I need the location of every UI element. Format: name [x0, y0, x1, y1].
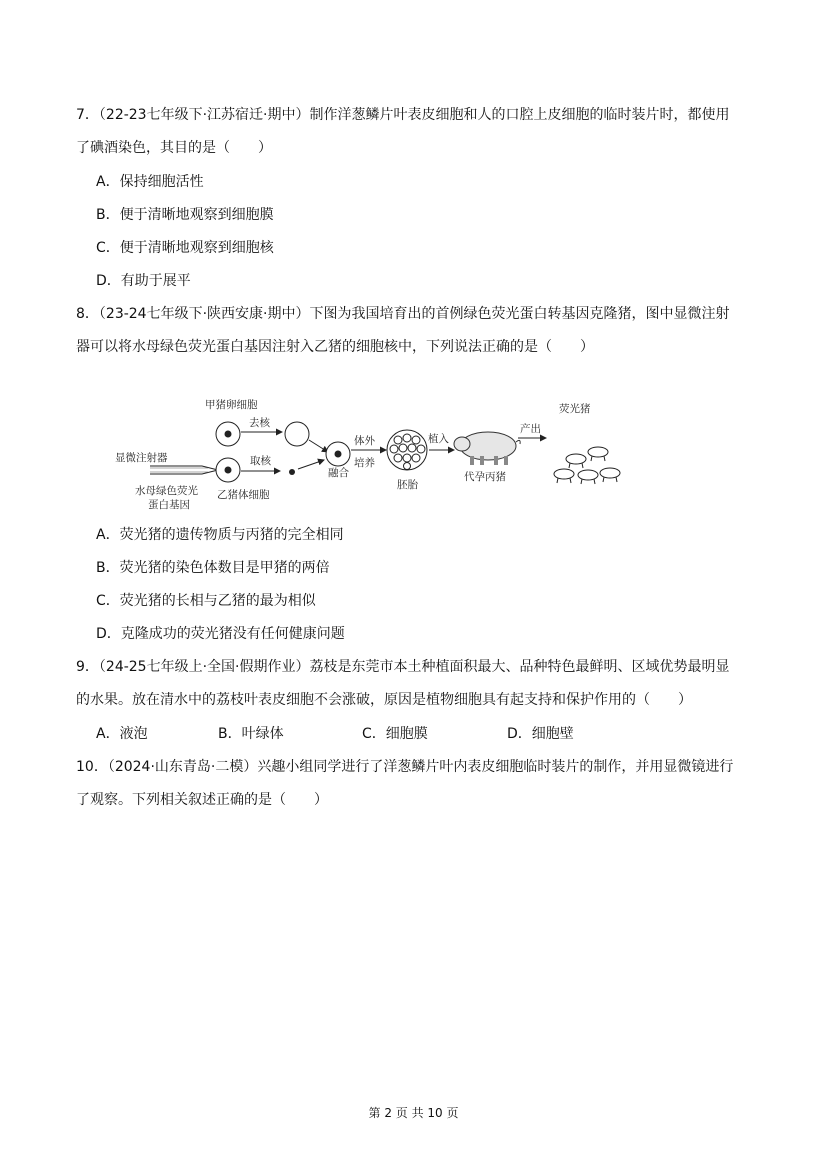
cloning-diagram: [110, 392, 630, 512]
cloning-diagram-svg: [110, 392, 630, 512]
label-fusion: 融合: [328, 467, 349, 479]
label-culture-line2: 培养: [354, 457, 375, 469]
surrogate-pig-icon: [454, 432, 520, 465]
enucleated-egg-circle: [285, 422, 309, 446]
body-nucleus-dot: [225, 467, 232, 474]
q10-stem-line2: 了观察。下列相关叙述正确的是（ ）: [76, 792, 328, 808]
label-produce: 产出: [520, 423, 541, 435]
q8-option-b: B．荧光猪的染色体数目是甲猪的两倍: [96, 560, 330, 576]
microinjector-needle: [150, 466, 218, 474]
q7-option-c: C．便于清晰地观察到细胞核: [96, 240, 274, 256]
label-gene-line2: 蛋白基因: [148, 499, 190, 511]
q7-stem-line2: 了碘酒染色，其目的是（ ）: [76, 140, 272, 156]
q8-option-a: A．荧光猪的遗传物质与丙猪的完全相同: [96, 527, 344, 543]
q8-option-d: D．克隆成功的荧光猪没有任何健康问题: [96, 626, 345, 642]
q9-stem-line1: 9．（24-25七年级上·全国·假期作业）荔枝是东莞市本土种植面积最大、品种特色最鲜明、区域优势最明显: [76, 659, 730, 675]
q9-option-c: C．细胞膜: [362, 726, 428, 742]
q7-option-b: B．便于清晰地观察到细胞膜: [96, 207, 274, 223]
fused-nucleus-dot: [335, 451, 342, 458]
label-body-cell: 乙猪体细胞: [217, 489, 270, 501]
label-gene-line1: 水母绿色荧光: [135, 485, 198, 497]
q7-option-d: D．有助于展平: [96, 273, 191, 289]
q8-stem-line2: 器可以将水母绿色荧光蛋白基因注射入乙猪的细胞核中，下列说法正确的是（ ）: [76, 339, 594, 355]
label-surrogate: 代孕丙猪: [464, 471, 506, 483]
q10-stem-line1: 10．（2024·山东青岛·二模）兴趣小组同学进行了洋葱鳞片叶内表皮细胞临时装片的制作，并用显微镜进行: [76, 759, 734, 775]
label-egg-cell: 甲猪卵细胞: [205, 399, 258, 411]
label-implant: 植入: [428, 433, 449, 445]
q9-option-d: D．细胞壁: [507, 726, 574, 742]
extracted-nucleus-dot: [289, 469, 295, 475]
embryo-cluster: [387, 430, 427, 470]
q7-stem-line1: 7．（22-23七年级下·江苏宿迁·期中）制作洋葱鳞片叶表皮细胞和人的口腔上皮细胞的临时装片时，都使用: [76, 107, 730, 123]
q9-option-a: A．液泡: [96, 726, 148, 742]
q9-stem-line2: 的水果。放在清水中的荔枝叶表皮细胞不会涨破，原因是植物细胞具有起支持和保护作用的（ ）: [76, 692, 692, 708]
q8-stem-line1: 8．（23-24七年级下·陕西安康·期中）下图为我国培育出的首例绿色荧光蛋白转基因克隆猪，图中显微注射: [76, 306, 730, 322]
fluorescent-piglets-icon: [554, 447, 620, 484]
arrow-egg-to-fusion: [309, 440, 328, 452]
label-culture-line1: 体外: [354, 435, 375, 447]
label-embryo: 胚胎: [397, 479, 418, 491]
q9-option-b: B．叶绿体: [218, 726, 284, 742]
label-take-nucleus: 取核: [250, 455, 271, 467]
label-microinjector: 显微注射器: [115, 452, 168, 464]
q8-option-c: C．荧光猪的长相与乙猪的最为相似: [96, 593, 316, 609]
label-remove-nucleus: 去核: [249, 417, 270, 429]
egg-nucleus-dot: [225, 431, 232, 438]
page-footer: 第 2 页 共 10 页: [368, 1106, 459, 1120]
q7-option-a: A．保持细胞活性: [96, 174, 204, 190]
arrow-nucleus-to-fusion: [298, 460, 324, 469]
label-fluorescent-pig: 荧光猪: [559, 403, 591, 415]
